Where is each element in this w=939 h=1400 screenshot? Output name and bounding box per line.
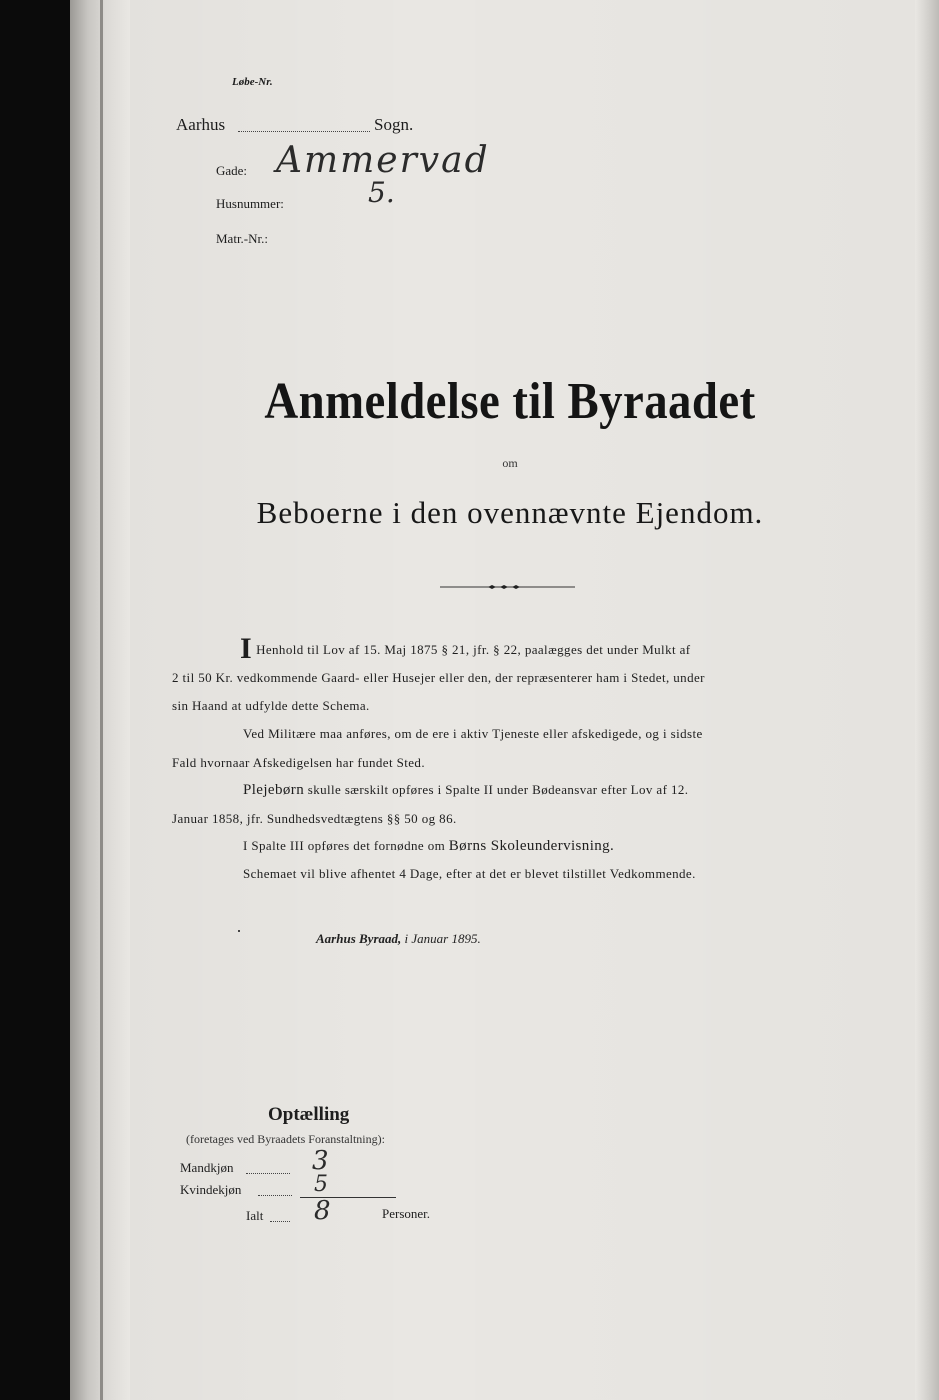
count-subtitle: (foretages ved Byraadets Foranstaltning): (186, 1132, 385, 1146)
document-subtitle: Beboerne i den ovennævnte Ejendom. (256, 495, 764, 530)
gade-value: Ammervad (276, 140, 490, 181)
count-title: Optælling (268, 1104, 350, 1125)
boerns-skoleundervisning: Børns Skoleundervisning. (448, 838, 615, 854)
drop-cap: I (240, 632, 253, 665)
paragraph-1-line-3: sin Haand at udfylde dette Schema. (172, 698, 370, 713)
male-dots (246, 1173, 290, 1174)
female-dots (258, 1195, 292, 1196)
female-value: 5 (314, 1172, 328, 1197)
signature-line: Aarhus Byraad, i Januar 1895. (316, 931, 481, 946)
document-title: Anmeldelse til Byraadet (264, 373, 756, 430)
male-label: Mandkjøn (180, 1160, 234, 1175)
husnummer-value: 5. (368, 176, 395, 209)
plejeborn-lead: Plejebørn (243, 782, 305, 798)
paragraph-2-line-1: Ved Militære maa anføres, om de ere i aktiv Tjeneste eller afskedigede, og i sidste (243, 726, 703, 741)
matr-nr-label: Matr.-Nr.: (216, 231, 268, 246)
bleed-through-writing (600, 255, 607, 279)
total-value: 8 (314, 1196, 331, 1226)
male-value: 3 (312, 1146, 329, 1176)
lobe-nr-label: Løbe-Nr. (232, 76, 273, 88)
paragraph-2-line-2: Fald hvornaar Afskedigelsen har fundet Sted. (172, 755, 425, 770)
stray-mark (238, 930, 240, 932)
book-spine (100, 0, 103, 1400)
husnummer-label: Husnummer: (216, 196, 284, 211)
sogn-label: Sogn. (374, 115, 414, 134)
paragraph-3-line-2: Januar 1858, jfr. Sundhedsvedtægtens §§ 50 og 86. (172, 811, 457, 826)
city-label: Aarhus (176, 115, 226, 134)
ornament-divider (440, 584, 575, 590)
paragraph-4-line-1: I Spalte III opføres det fornødne om Børns Skoleundervisning. (243, 838, 615, 854)
gade-label: Gade: (216, 163, 248, 178)
total-dots (270, 1221, 290, 1222)
total-label: Ialt (246, 1208, 264, 1223)
title-connector: om (502, 456, 518, 470)
paragraph-5-line-1: Schemaet vil blive afhentet 4 Dage, efter at det er blevet tilstillet Vedkommende. (243, 866, 696, 881)
page-edge (915, 0, 939, 1400)
paragraph-1-line-2: 2 til 50 Kr. vedkommende Gaard- eller Husejer eller den, der repræsenterer ham i Stedet, under (172, 670, 705, 685)
persons-label: Personer. (382, 1206, 431, 1221)
sogn-field-line (238, 131, 370, 132)
paragraph-3-line-1: Plejebørn skulle særskilt opføres i Spalte II under Bødeansvar efter Lov af 12. (243, 782, 689, 798)
paragraph-1-line-1: I Henhold til Lov af 15. Maj 1875 § 21, jfr. § 22, paalægges det under Mulkt af (240, 632, 691, 665)
female-label: Kvindekjøn (180, 1182, 242, 1197)
